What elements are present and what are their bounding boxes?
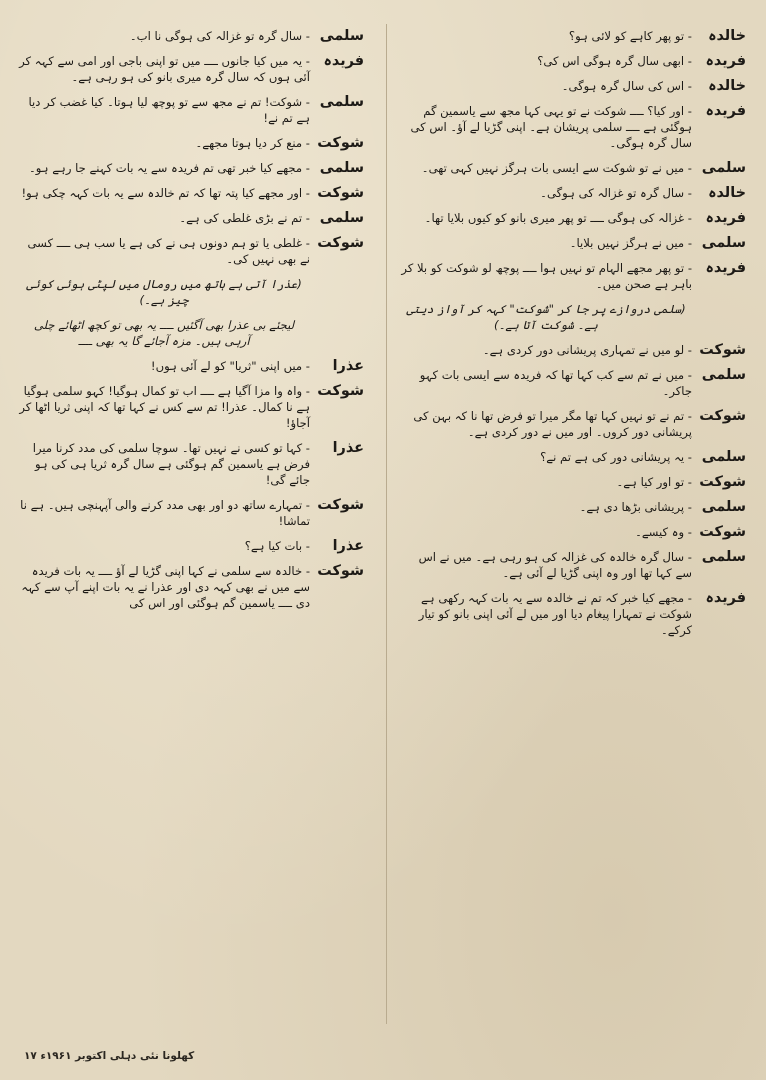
dialogue-line	[18, 185, 364, 201]
dialogue-text: - بات کیا ہے؟	[244, 539, 310, 553]
stage-direction	[400, 301, 746, 333]
dialogue-text: - خالدہ سے سلمی نے کہا اپنی گڑیا لے آؤ ــــ یہ بات فریدہ سے میں نے بھی کہہ دی اور عذرا نے یہ بات اپنے آپ سے کہہ دی ــــ یاسمین گم ہوگئی اور اس کی	[21, 564, 310, 610]
speaker-name: فریدہ	[323, 53, 364, 69]
dialogue-line	[18, 383, 364, 431]
speaker-name: شوکت	[317, 563, 364, 579]
speaker-name: فریدہ	[705, 210, 746, 226]
speaker-name: سلمی	[701, 367, 746, 383]
speaker-name: خالدہ	[708, 28, 746, 44]
dialogue-text: - تو پھر کاہے کو لائی ہو؟	[568, 29, 692, 43]
speaker-name: خالدہ	[708, 78, 746, 94]
dialogue-line	[400, 185, 746, 201]
dialogue-line	[18, 135, 364, 151]
dialogue-line	[400, 499, 746, 515]
speaker-name: فریدہ	[705, 260, 746, 276]
dialogue-text: - غلطی یا تو ہم دونوں ہی نے کی ہے یا سب ہی ــــ کسی نے بھی نہیں کی۔	[27, 236, 310, 266]
right-column	[400, 28, 746, 1018]
speaker-name: شوکت	[317, 235, 364, 251]
speaker-name: شوکت	[317, 185, 364, 201]
dialogue-text: - ابھی سال گرہ ہوگی اس کی؟	[537, 54, 692, 68]
dialogue-text: - اس کی سال گرہ ہوگی۔	[561, 79, 692, 93]
dialogue-line	[400, 103, 746, 151]
dialogue-line	[400, 408, 746, 440]
speaker-name: سلمی	[319, 160, 364, 176]
speaker-name: فریدہ	[705, 590, 746, 606]
dialogue-line	[18, 28, 364, 44]
dialogue-line	[18, 358, 364, 374]
dialogue-line	[18, 210, 364, 226]
speaker-name: شوکت	[317, 135, 364, 151]
dialogue-line	[400, 367, 746, 399]
dialogue-line	[400, 590, 746, 638]
dialogue-text: - مجھے کیا خبر کہ تم نے خالدہ سے یہ بات کہہ رکھی ہے شوکت نے تمہارا پیغام دیا اور میں لے آئی اپنی بانو کو تیار کرکے۔	[418, 591, 692, 637]
dialogue-text: - شوکت! تم نے مجھ سے تو پوچھ لیا ہوتا۔ کیا غضب کر دیا ہے تم نے!	[28, 95, 310, 125]
dialogue-text: - تو پھر مجھے الہام تو نہیں ہوا ــــ پوچھ لو شوکت کو بلا کر باہر ہے صحن میں۔	[401, 261, 692, 291]
dialogue-line	[18, 235, 364, 267]
dialogue-text: - تو اور کیا ہے۔	[616, 475, 692, 489]
speaker-name: عذرا	[332, 440, 364, 456]
speaker-name: سلمی	[701, 449, 746, 465]
dialogue-text: - وہ کیسے۔	[635, 525, 692, 539]
dialogue-text: - منع کر دیا ہوتا مجھے۔	[195, 136, 310, 150]
dialogue-text: - تم نے تو نہیں کہا تھا مگر میرا تو فرض تھا نا کہ بہن کی پریشانی دور کروں۔ اور میں نے دور کردی ہے۔	[413, 409, 692, 439]
dialogue-line	[400, 53, 746, 69]
dialogue-line	[18, 538, 364, 554]
speaker-name: شوکت	[317, 383, 364, 399]
dialogue-text: - میں اپنی "ثریا" کو لے آئی ہوں!	[150, 359, 310, 373]
speaker-name: سلمی	[319, 210, 364, 226]
dialogue-text: - کہا تو کسی نے نہیں تھا۔ سوچا سلمی کی مدد کرنا میرا فرض ہے یاسمین گم ہوگئی ہے سال گرہ ثریا ہی کی ہو جائے گی!	[32, 441, 310, 487]
dialogue-text: - واہ وا مزا آگیا ہے ــــ اب تو کمال ہوگیا! کہو سلمی ہوگیا ہے نا کمال۔ عذرا! تم سے کس نے کہا تھا کہ اپنی ثریا اٹھا کر آجاؤ!	[19, 384, 310, 430]
speaker-name: فریدہ	[705, 53, 746, 69]
dialogue-line	[18, 94, 364, 126]
dialogue-text: - میں نے تو شوکت سے ایسی بات ہرگز نہیں کہی تھی۔	[421, 161, 692, 175]
dialogue-text: - تم نے بڑی غلطی کی ہے۔	[179, 211, 310, 225]
column-divider	[386, 24, 387, 1024]
speaker-name: سلمی	[701, 549, 746, 565]
speaker-name: فریدہ	[705, 103, 746, 119]
dialogue-text: - لو میں نے تمہاری پریشانی دور کردی ہے۔	[482, 343, 692, 357]
dialogue-text: (عذرا آتی ہے ہاتھ میں رومال میں لپٹی ہوئی کوئی چیز ہے۔)	[26, 277, 302, 307]
dialogue-text: - سال گرہ خالدہ کی غزالہ کی ہو رہی ہے۔ میں نے اس سے کہا تھا اور وہ اپنی گڑیا لے آئی ہے۔	[418, 550, 692, 580]
speaker-name: سلمی	[701, 499, 746, 515]
speaker-name: خالدہ	[708, 185, 746, 201]
left-column	[18, 28, 364, 1018]
dialogue-line	[400, 235, 746, 251]
speaker-name: عذرا	[332, 358, 364, 374]
dialogue-text: - غزالہ کی ہوگی ــــ تو پھر میری بانو کو کیوں بلایا تھا۔	[424, 211, 692, 225]
dialogue-text: - سال گرہ تو غزالہ کی ہوگی نا اب۔	[129, 29, 310, 43]
dialogue-text: - سال گرہ تو غزالہ کی ہوگی۔	[540, 186, 692, 200]
speaker-name: شوکت	[699, 524, 746, 540]
dialogue-line	[18, 53, 364, 85]
dialogue-text: - یہ میں کیا جانوں ــــ میں تو اپنی باجی اور امی سے کہہ کر آئی ہوں کہ سال گرہ میری بانو کی ہو رہی ہے۔	[19, 54, 310, 84]
dialogue-text: - یہ پریشانی دور کی ہے تم نے؟	[540, 450, 692, 464]
speaker-name: سلمی	[701, 160, 746, 176]
dialogue-line	[18, 563, 364, 611]
dialogue-text: - اور مجھے کیا پتہ تھا کہ تم خالدہ سے یہ بات کہہ چکی ہو!	[21, 186, 310, 200]
dialogue-text: - تمہارے ساتھ دو اور بھی مدد کرنے والی آپہنچی ہیں۔ ہے نا تماشا!	[20, 498, 310, 528]
dialogue-text: لیجئے بی عذرا بھی آگئیں ــــ یہ بھی تو کچھ اٹھائے چلی آرہی ہیں۔ مزہ آجائے گا یہ بھی ــــ	[33, 318, 295, 348]
dialogue-line	[400, 78, 746, 94]
dialogue-line	[400, 342, 746, 358]
speaker-name: شوکت	[317, 497, 364, 513]
dialogue-line	[400, 449, 746, 465]
speaker-name: شوکت	[699, 408, 746, 424]
dialogue-text: - میں نے ہرگز نہیں بلایا۔	[569, 236, 692, 250]
dialogue-text: (سلمی دروازے پر جا کر "شوکت" کہہ کر آواز دیتی ہے۔ شوکت آتا ہے۔)	[406, 302, 686, 332]
dialogue-line	[400, 260, 746, 292]
dialogue-text: - میں نے تم سے کب کہا تھا کہ فریدہ سے ایسی بات کہو جاکر۔	[419, 368, 692, 398]
speaker-name: سلمی	[319, 28, 364, 44]
dialogue-line	[400, 160, 746, 176]
stage-direction	[18, 276, 364, 308]
dialogue-line	[18, 160, 364, 176]
dialogue-line	[400, 524, 746, 540]
speaker-name: سلمی	[319, 94, 364, 110]
dialogue-text: - اور کیا؟ ــــ شوکت نے تو یہی کہا مجھ سے یاسمین گم ہوگئی ہے ــــ سلمی پریشان ہے۔ اپنی گڑیا لے آؤ۔ اس کی سال گرہ ہوگی۔	[410, 104, 692, 150]
dialogue-line	[18, 497, 364, 529]
speaker-name: سلمی	[701, 235, 746, 251]
dialogue-text: - پریشانی بڑھا دی ہے۔	[579, 500, 692, 514]
dialogue-line	[400, 210, 746, 226]
dialogue-line	[400, 28, 746, 44]
speaker-name: شوکت	[699, 342, 746, 358]
page-footer: کھلونا نئی دہلی اکتوبر ۱۹۶۱ء ۱۷	[24, 1050, 195, 1062]
dialogue-line	[400, 549, 746, 581]
dialogue-line	[400, 474, 746, 490]
speaker-name: شوکت	[699, 474, 746, 490]
dialogue-line	[18, 440, 364, 488]
stage-direction	[18, 317, 364, 349]
dialogue-text: - مجھے کیا خبر تھی تم فریدہ سے یہ بات کہنے جا رہے ہو۔	[28, 161, 310, 175]
speaker-name: عذرا	[332, 538, 364, 554]
